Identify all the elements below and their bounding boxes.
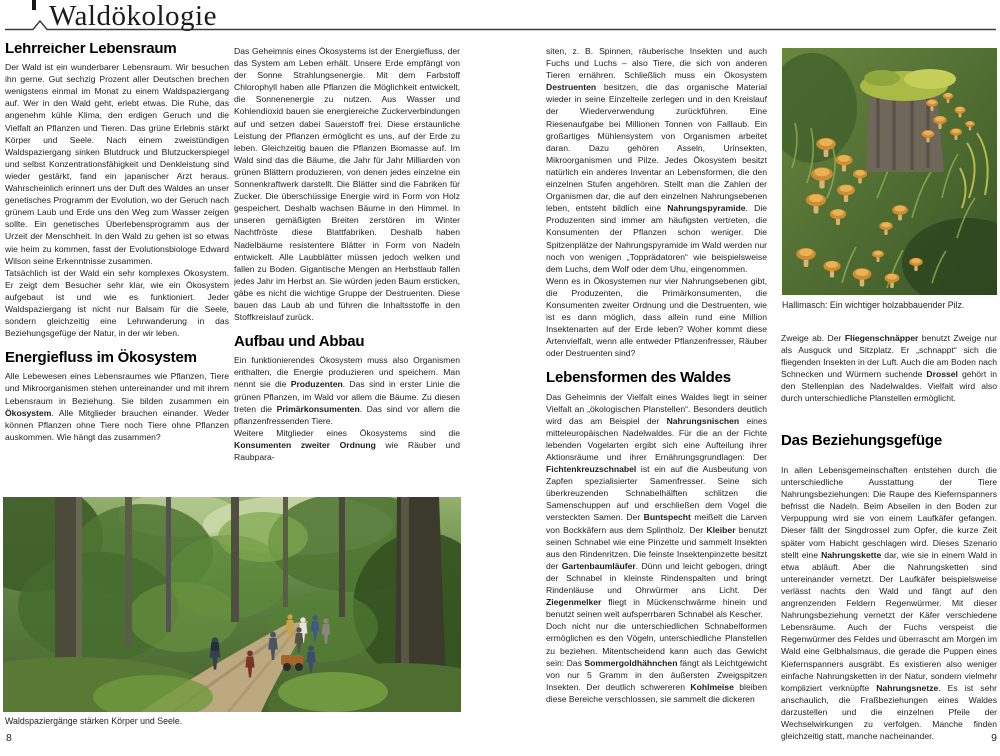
section-heading-lebensraum: Lehrreicher Lebensraum [5, 43, 177, 57]
section-heading-lebensformen: Lebensformen des Waldes [546, 369, 731, 387]
column-4-text-bottom [781, 464, 997, 749]
paragraph: Alle Lebewesen eines Lebensraumes wie Pflanzen, Tiere und Mikroorganismen stehen untereinander und mit ihrem Lebensraum in Beziehung. Sie bilden zusammen ein Ökosystem. Alle Mitglieder brauchen einander. Weder können Pflanzen ohne Tiere noch Tiere ohne Pflanzen auskommen. Wie hängt das zusammen? [5, 371, 229, 442]
section-heading-aufbau: Aufbau und Abbau [234, 333, 365, 351]
paragraph: Das Geheimnis eines Ökosystems ist der Energiefluss, der das System am Leben erhält. Unsere Erde empfängt von der Sonne Strahlungsenergie. Mit dem Farbstoff Chlorophyll haben alle Pflanzen die Möglichkeit entwickelt, die Sonnenenergie zu nutzen. Aus Wasser und Kohlendioxid bauen sie energiereiche Zuckerverbindungen auf und setzen dabei Sauerstoff frei. Diese erstaunliche Leistung der Pflanzen ermöglicht es uns, auf der Erde zu leben. Gleichzeitig bauen die Pflanzen Biomasse auf. Im Wald sind das die Bäume, die Jahr für Jahr Milliarden von grünen Blättern produzieren, von denen jedes einzelne ein Sonnenkraftwerk darstellt. Die Blätter sind die Fabriken für Zucker. Die überschüssige Energie wird in Form von Holz gespeichert. Deshalb wachsen Bäume in den Himmel. In unseren gemäßigten Breiten zerstören im Winter Nachtfröste diese Blattfabriken. Deshalb haben Nadelbäume resistentere Blätter in Form von Nadeln entwickelt. Alle Laubblätter müssen jedoch welken und fallen zu Boden. Gigantische Mengen an Herbstlaub fallen jedes Jahr im Herbst an. Sie würden jeden Baum ersticken, gäbe es nicht die wichtige Gruppe der Destruenten. Diese bauen das Laub ab und führen die Inhaltsstoffe in den Stoffkreislauf zurück. [234, 46, 460, 323]
paragraph: siten, z. B. Spinnen, räuberische Insekten und auch Fuchs und Luchs – also Tiere, die sich von anderen Tieren ernähren. Schließlich muss ein Ökosystem Destruenten besitzen, die das organische Material wieder in seine Einzelteile zerlegen und in den Kreislauf der Wiederverwendung zurückführen. Eine Riesenaufgabe bei Millionen Tonnen von Falllaub. Ein großartiges Mühlensystem von Organismen arbeitet daran. Dazu gehören Asseln, Urinsekten, Mikroorganismen und Pilze. Jedes Ökosystem besitzt natürlich ein anderes Inventar an Lebensformen, die den einzelnen Stufen angehören. Stellt man die Zahlen der Organismen dar, die auf den einzelnen Nahrungsebenen leben, entsteht bildlich eine Nahrungspyramide. Die Produzenten sind immer am häufigsten vertreten, die Konsumenten der Pflanzen schon weniger. Die Spitzenplätze der Nahrungspyramide im Wald werden nur noch von wenigen „Topprädatoren“ wie beispielsweise dem Luchs, dem Wolf oder dem Uhu, eingenommen. [546, 46, 767, 274]
column-2 [234, 45, 460, 495]
page-number-right: 9 [991, 732, 997, 744]
paragraph: Zweige ab. Der Fliegenschnäpper benutzt Zweige nur als Ausguck und Sitzplatz. Er „schnappt“ sich die fliegenden Insekten in der Luft. Auch die am Boden nach Schnecken und Würmern suchende Drossel gehört in den Stellenplan des Nadelwaldes. Vielfalt wird also durch unterschiedliche Planstellen ermöglicht. [781, 333, 997, 404]
column-3 [546, 45, 767, 750]
paragraph: Wenn es in Ökosystemen nur vier Nahrungsebenen gibt, die Produzenten, die Primärkonsumenten, die Konsumenten zweiter Ordnung und die Destruenten, wie ist es dann möglich, dass allein rund eine Million Insektenarten auf der Erde leben? Woher kommt diese Artenvielfalt, wenn alle entweder Pflanzenfresser, Räuber oder Destruenten sind? [546, 275, 767, 359]
paragraph: Der Wald ist ein wunderbarer Lebensraum. Wir besuchen ihn gerne. Gut sechzig Prozent aller Deutschen brechen wenigstens einmal im Monat zu einem Waldspaziergang auf. Wer in den Wald geht, erlebt etwas. Die Ruhe, das angenehm kühle Klima, den erdigen Geruch und die Vielfalt an Pflanzen und Tieren. Das grüne Erlebnis stärkt Körper und Seele. Nach einem zweistündigen Waldspaziergang sinken Blutdruck und Blutzuckerspiegel und selbst Konzentrationsfähigkeit und Denkleistung sind wieder gestärkt, fand ein japanischer Arzt heraus. Wahrscheinlich erinnert uns der Duft des Waldes an unser genetisches Programm der Evolution, wo der Geruch nach grünem Laub und Erde uns den Weg zum Wasser zeigen sollte. Ein genetisches Überlebensprogramm aus der Urzeit der Menschheit. In den Wald zu gehen ist so etwas wie heim zu kommen, fasst der Evolutionsbiologe Edward Wilson seine Erkenntnisse zusammen. [5, 62, 229, 266]
page-number-left: 8 [6, 732, 12, 744]
paragraph: In allen Lebensgemeinschaften entstehen durch die unterschiedliche Ausstattung der Tiere Nahrungsbeziehungen: Die Raupe des Kiefernspanners befrisst die Nadeln. Beim Abseilen in den Boden zur Verpuppung wird sie von einem Laufkäfer gefangen. Dieser fällt der Singdrossel zum Opfer, die kurze Zeit später vom Habicht geschlagen wird. Dieses Szenario stellt eine Nahrungskette dar, wie sie in einem Wald in etwa abläuft. Aber die Nahrungsketten sind untereinander vernetzt. Der Laufkäfer beispielsweise verlässt nachts den Wald und fängt auf den angrenzenden Feldern Regenwürmer. Mit dieser Nahrungsbeziehung vernetzt der Käfer verschiedene Lebensräume. Auch der Fuchs verspeist die Regenwürmer des Feldes und überrascht am Morgen im Wald eine Gelbhalsmaus, die gerade die Puppen eines Kiefernspanners ausgräbt. Es existieren also weniger einfache Nahrungsketten in der Natur, sondern vielmehr kompliziert verknüpfte Nahrungsnetze. Es ist sehr anschaulich, die Fraßbeziehungen eines Waldes darzustellen und die einzelnen Pfeile der Wechselwirkungen zu verfolgen. Manche finden gleichzeitig statt, manche nacheinander. [781, 465, 997, 742]
paragraph: Ein funktionierendes Ökosystem muss also Organismen enthalten, die Energie produzieren und speichern. Man nennt sie die Produzenten. Das sind in erster Linie die grünen Pflanzen, im Wald vor allem die Bäume. Zu diesen treten die Primärkonsumenten. Das sind vor allem die pflanzenfressenden Tiere. [234, 355, 460, 426]
column-4-text-top [781, 332, 997, 405]
paragraph: Weitere Mitglieder eines Ökosystems sind die Konsumenten zweiter Ordnung wie Räuber und Raubpara- [234, 427, 460, 462]
photo-caption: Waldspaziergänge stärken Körper und Seele. [5, 716, 183, 726]
section-heading-beziehungsgefuege: Das Beziehungsgefüge [781, 432, 943, 449]
paragraph: Doch nicht nur die unterschiedlichen Schnabelformen ermöglichen es den Vögeln, unterschiedliche Planstellen zu beziehen. Mitentscheidend kann auch das Gewicht sein: Das Sommergoldhähnchen fängt als Leichtgewicht von nur 5 Gramm in den äußersten Zweigspitzen Insekten. Der deutlich schwereren Kohlmeise bleiben diese Bereiche verschlossen, sie sammelt die dickeren [546, 621, 767, 704]
paragraph: Tatsächlich ist der Wald ein sehr komplexes Ökosystem. Er zeigt dem Besucher sehr klar, wie ein Ökosystem aufgebaut ist und wie es funktioniert. Jeder Waldspaziergang ist nicht nur Balsam für die Seele, sondern gleichzeitig eine Lehrwanderung in das Beziehungsgefüge der Natur, in der wir leben. [5, 267, 229, 339]
photo-caption: Hallimasch: Ein wichtiger holzabbauender Pilz. [782, 300, 965, 310]
paragraph: Das Geheimnis der Vielfalt eines Waldes liegt in seiner Vielfalt an „ökologischen Planstellen“. Besonders deutlich wird das am Beispiel der Nahrungsnischen eines mitteleuropäischen Nadelwaldes. Für die an der Fichte lebenden Vogelarten ergibt sich eine Aufteilung ihrer Aktionsräume und ihrer Ernährungsgrundlagen: Der Fichtenkreuzschnabel ist ein auf die Ausbeutung von Zapfen spezialisierter Samenfresser. Seine sich überkreuzenden Schnabelhälften schlitzen die Samenschuppen auf und erschließen dem Vogel die versteckten Samen. Der Buntspecht meißelt die Larven von Bockkäfern aus dem Splintholz. Der Kleiber benutzt seinen Schnabel wie eine Pinzette und sammelt Insekten aus den Rindenritzen. Die feinste Insektenpinzette besitzt der Gartenbaumläufer. Dünn und leicht gebogen, dringt der Schnabel in kleinste Rindenspalten und bringt Rindenläuse und Ohrwürmer ans Licht. Der Ziegenmelker fliegt in Mückenschwärme hinein und benutzt seinen weit aufsperrbaren Schnabel als Kescher. [546, 391, 767, 620]
column-1 [5, 43, 229, 495]
forest-path-photo [3, 497, 461, 712]
mushroom-photo [782, 48, 997, 295]
section-heading-energiefluss: Energiefluss im Ökosystem [5, 349, 197, 367]
page-title: Waldökologie [49, 0, 217, 32]
column-4-heading-block [781, 432, 997, 455]
